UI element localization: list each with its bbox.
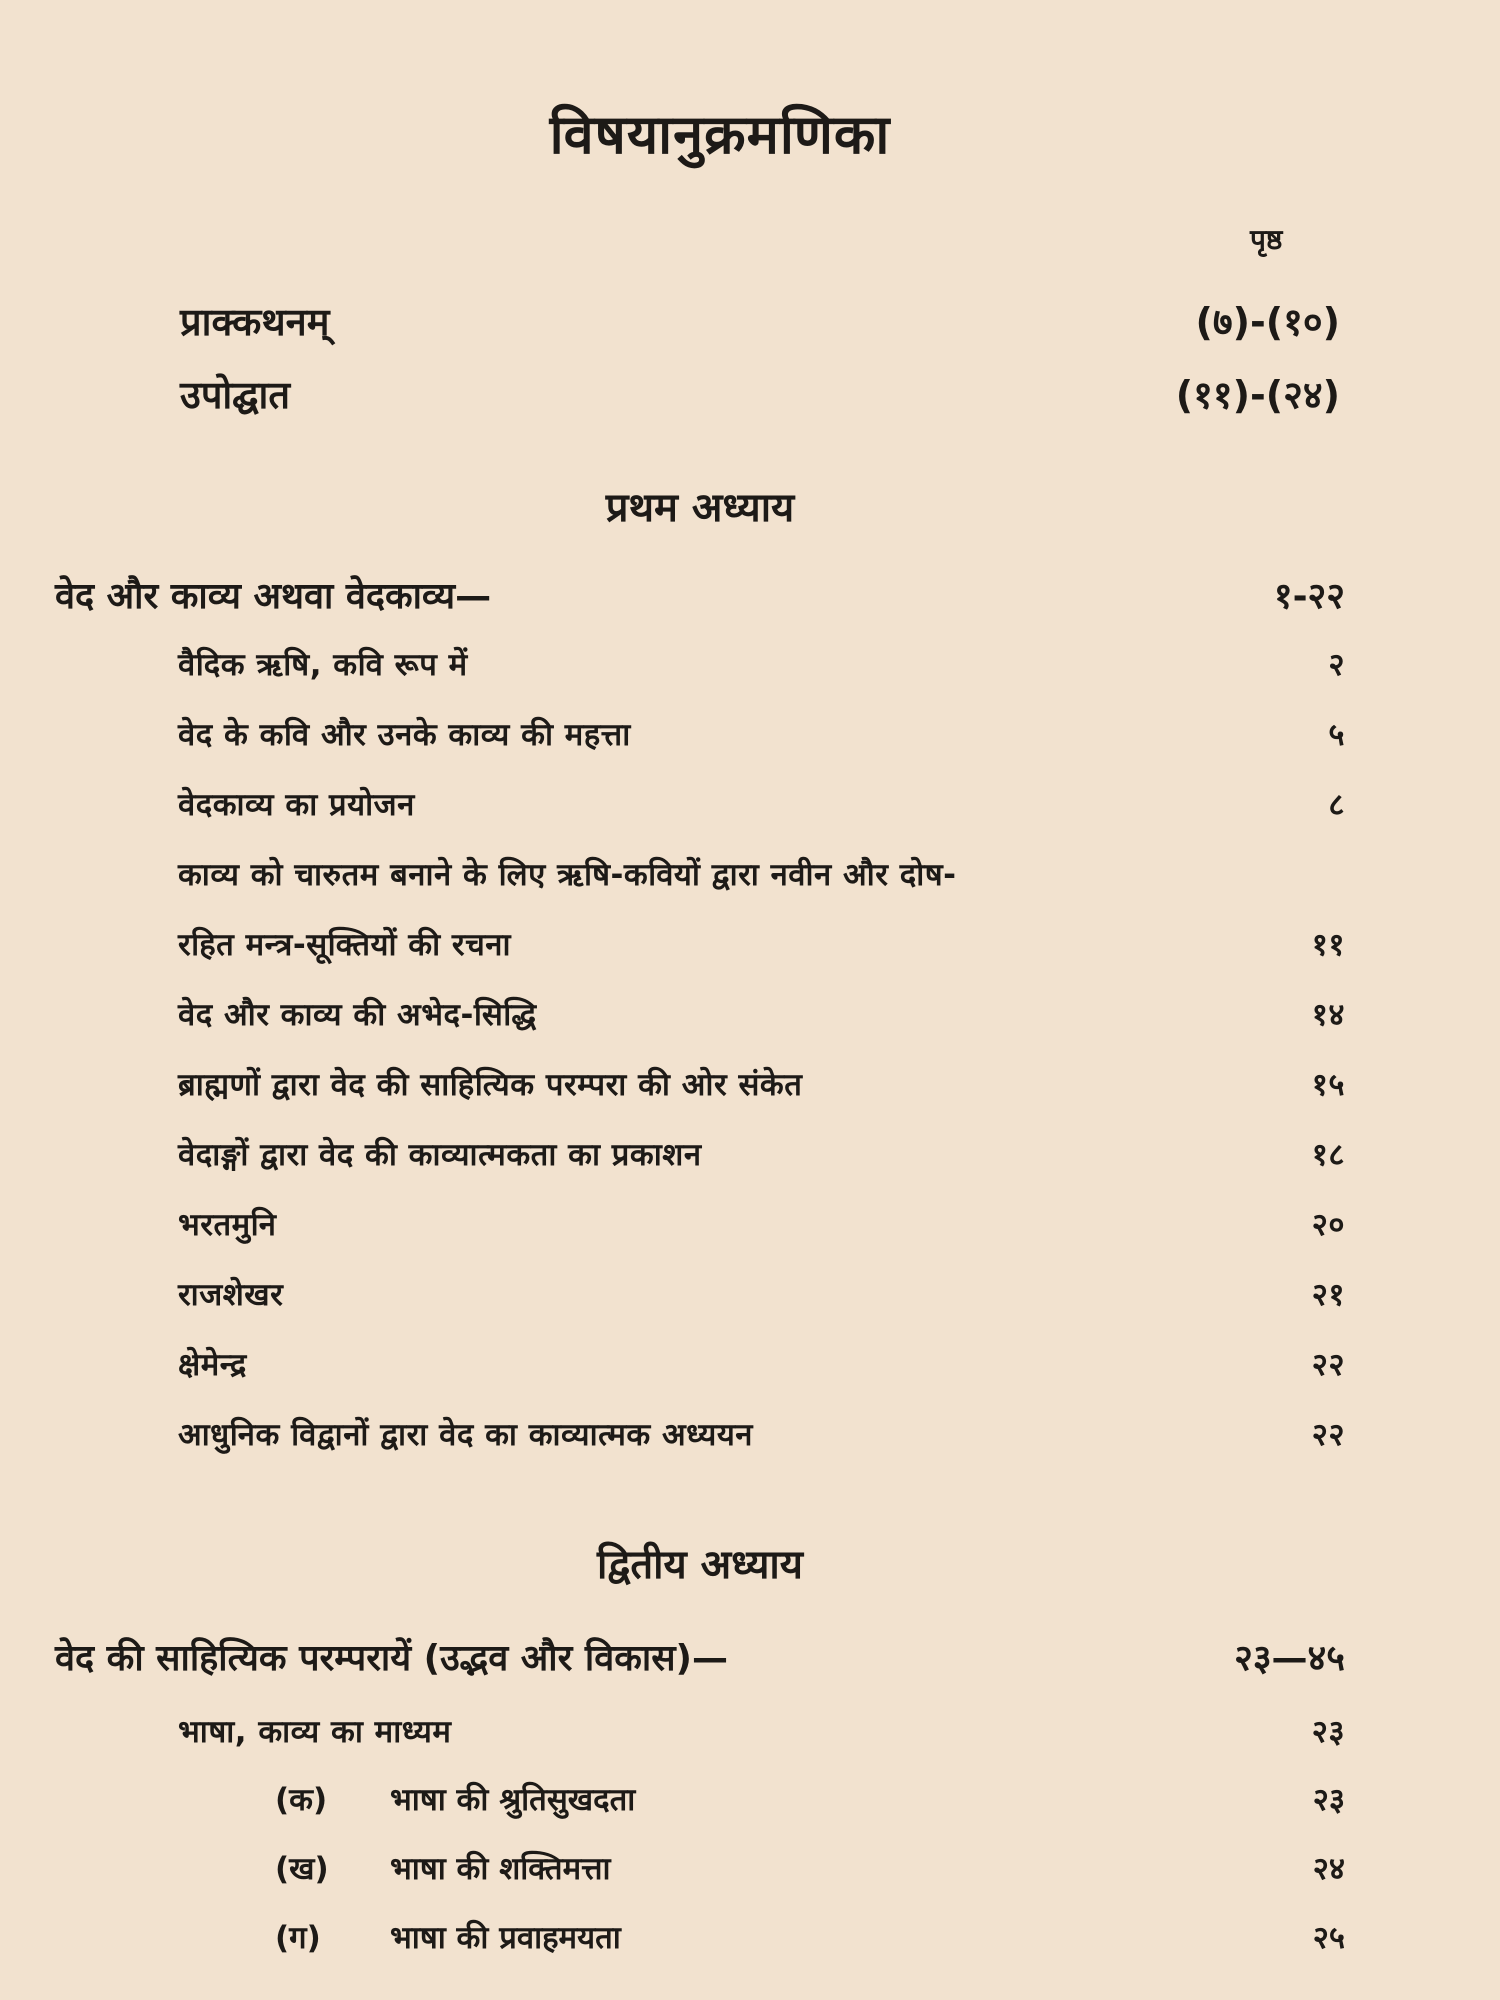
entry-page: २२ bbox=[1311, 1347, 1345, 1383]
entry-marker: (ख) bbox=[275, 1851, 329, 1887]
entry-label: आधुनिक विद्वानों द्वारा वेद का काव्यात्मक अध्ययन bbox=[178, 1417, 754, 1453]
entry-page: २० bbox=[1311, 1207, 1345, 1243]
entry-label: उपोद्घात bbox=[180, 373, 291, 417]
entry-label: वैदिक ऋषि, कवि रूप में bbox=[178, 647, 468, 683]
entry-pages: (७)-(१०) bbox=[1195, 300, 1340, 344]
page-column-header: पृष्ठ bbox=[1250, 223, 1283, 256]
entry-label: वेद और काव्य की अभेद-सिद्धि bbox=[178, 997, 537, 1033]
entry-label: भाषा की शक्तिमत्ता bbox=[390, 1851, 611, 1887]
entry-page: ८ bbox=[1328, 787, 1345, 823]
entry-label: भाषा, काव्य का माध्यम bbox=[178, 1714, 452, 1750]
entry-page: २ bbox=[1328, 647, 1345, 683]
entry-marker: (क) bbox=[275, 1782, 328, 1818]
entry-page: १४ bbox=[1311, 997, 1345, 1033]
chapter-heading: द्वितीय अध्याय bbox=[596, 1542, 803, 1588]
entry-page: १८ bbox=[1311, 1137, 1345, 1173]
entry-label: वेदाङ्गों द्वारा वेद की काव्यात्मकता का प्रकाशन bbox=[178, 1137, 702, 1173]
entry-label: क्षेमेन्द्र bbox=[178, 1347, 247, 1383]
entry-page: ११ bbox=[1311, 927, 1345, 963]
entry-page: ५ bbox=[1328, 717, 1345, 753]
entry-label: रहित मन्त्र-सूक्तियों की रचना bbox=[178, 927, 512, 963]
entry-marker: (ग) bbox=[275, 1920, 321, 1956]
entry-label: प्राक्कथनम् bbox=[180, 300, 330, 344]
entry-label: भाषा की प्रवाहमयता bbox=[390, 1920, 621, 1956]
page-title: विषयानुक्रमणिका bbox=[549, 103, 891, 166]
entry-label: वेदकाव्य का प्रयोजन bbox=[178, 787, 415, 823]
entry-page: २३ bbox=[1312, 1782, 1345, 1818]
entry-page: १५ bbox=[1311, 1067, 1345, 1103]
entry-label: राजशेखर bbox=[178, 1277, 284, 1313]
entry-pages: १-२२ bbox=[1273, 576, 1345, 617]
entry-page: २५ bbox=[1312, 1920, 1345, 1956]
entry-label: वेद के कवि और उनके काव्य की महत्ता bbox=[178, 717, 631, 753]
entry-label: भाषा की श्रुतिसुखदता bbox=[390, 1782, 636, 1818]
entry-page: २२ bbox=[1311, 1417, 1345, 1453]
entry-page: २४ bbox=[1312, 1851, 1345, 1887]
entry-label: वेद की साहित्यिक परम्परायें (उद्भव और विकास)— bbox=[55, 1638, 728, 1679]
entry-pages: (११)-(२४) bbox=[1175, 373, 1340, 417]
chapter-heading: प्रथम अध्याय bbox=[605, 485, 795, 531]
entry-page: २३ bbox=[1311, 1714, 1345, 1750]
entry-pages: २३—४५ bbox=[1234, 1638, 1345, 1679]
entry-label: भरतमुनि bbox=[178, 1207, 277, 1243]
entry-label: काव्य को चारुतम बनाने के लिए ऋषि-कवियों द्वारा नवीन और दोष- bbox=[178, 857, 957, 893]
entry-label: वेद और काव्य अथवा वेदकाव्य— bbox=[55, 576, 492, 617]
entry-page: २१ bbox=[1311, 1277, 1345, 1313]
entry-label: ब्राह्मणों द्वारा वेद की साहित्यिक परम्परा की ओर संकेत bbox=[178, 1067, 803, 1103]
